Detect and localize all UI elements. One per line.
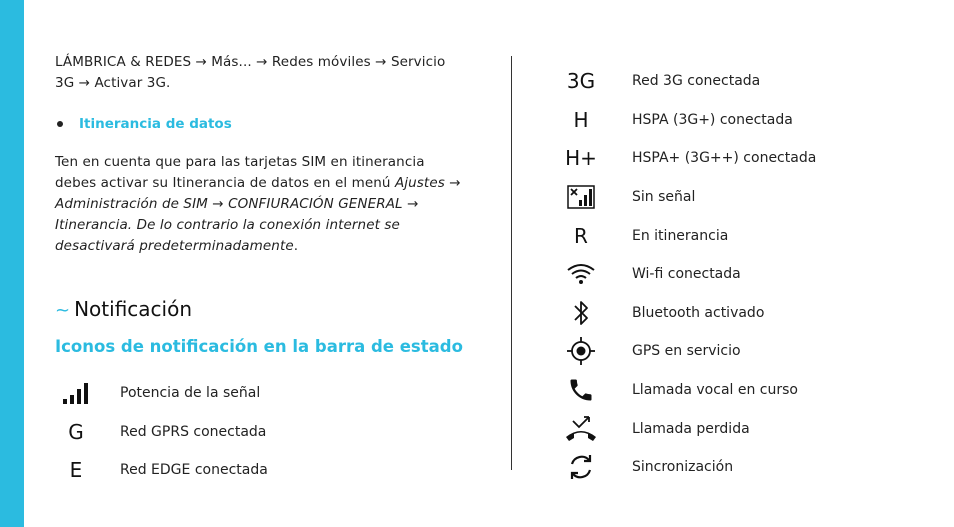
wifi-icon: [560, 262, 602, 286]
hspa-plus-icon: H+: [565, 146, 597, 171]
roaming-paragraph: [55, 152, 467, 257]
section-marker: ~: [55, 300, 71, 321]
list-item: [560, 62, 940, 101]
data-roaming-heading: Itinerancia de datos: [79, 116, 232, 132]
list-item: [560, 216, 940, 255]
right-column: [560, 62, 940, 487]
section-title: [55, 297, 467, 321]
icon-label: Sincronización: [632, 459, 734, 476]
list-item: [560, 409, 940, 448]
status-bar-icons-subheading: Iconos de notificación en la barra de estado: [55, 337, 463, 356]
icon-label: HSPA (3G+) conectada: [632, 111, 793, 128]
list-item: [55, 451, 467, 490]
icon-label: GPS en servicio: [632, 343, 741, 360]
sync-icon: [560, 452, 602, 482]
icon-label: Red GPRS conectada: [120, 423, 267, 440]
hspa-icon: H: [573, 107, 589, 132]
list-item: [560, 139, 940, 178]
list-item: [560, 101, 940, 140]
list-item: [55, 413, 467, 452]
list-item: [560, 178, 940, 217]
bullet-dot-icon: [57, 121, 63, 127]
list-item: [560, 448, 940, 487]
3g-icon: 3G: [566, 69, 596, 94]
icon-label: Potencia de la señal: [120, 385, 261, 402]
menu-path-paragraph: LÁMBRICA & REDES → Más... → Redes móviles → Servicio 3G → Activar 3G.: [55, 54, 446, 91]
list-item: [560, 332, 940, 371]
edge-accent-bar: [0, 0, 24, 527]
bluetooth-icon: [560, 298, 602, 328]
gps-icon: [560, 335, 602, 367]
bullet-item: [55, 116, 467, 132]
roaming-text: Ten en cuenta que para las tarjetas SIM en itinerancia debes activar su Itinerancia de datos en el menú: [55, 154, 425, 191]
icon-label: Bluetooth activado: [632, 304, 765, 321]
edge-icon: E: [69, 458, 83, 483]
list-item: [560, 371, 940, 410]
roaming-icon: R: [574, 223, 588, 248]
list-item: [55, 374, 467, 413]
roaming-end: .: [293, 238, 299, 254]
list-item: [560, 294, 940, 333]
icon-label: En itinerancia: [632, 227, 729, 244]
phone-call-icon: [560, 376, 602, 404]
icon-label: Red 3G conectada: [632, 73, 761, 90]
column-divider: [511, 56, 512, 470]
icon-label: Sin señal: [632, 189, 696, 206]
icon-label: Llamada vocal en curso: [632, 382, 798, 399]
left-column: [55, 52, 467, 490]
right-icon-list: [560, 62, 940, 487]
list-item: [560, 255, 940, 294]
icon-label: HSPA+ (3G++) conectada: [632, 150, 817, 167]
roaming-menu-path: Ajustes → Administración de SIM → CONFIURACIÓN GENERAL → Itinerancia. De lo contrario la conexión internet se desactivará predeterminadamente: [55, 175, 461, 254]
no-signal-icon: [560, 185, 602, 209]
icon-label: Red EDGE conectada: [120, 462, 268, 479]
signal-strength-icon: [55, 381, 97, 405]
section-title-text: Notificación: [74, 297, 193, 321]
icon-label: Wi-fi conectada: [632, 266, 741, 283]
gprs-icon: G: [68, 419, 84, 444]
left-icon-list: [55, 374, 467, 490]
missed-call-icon: [560, 415, 602, 443]
icon-label: Llamada perdida: [632, 420, 750, 437]
